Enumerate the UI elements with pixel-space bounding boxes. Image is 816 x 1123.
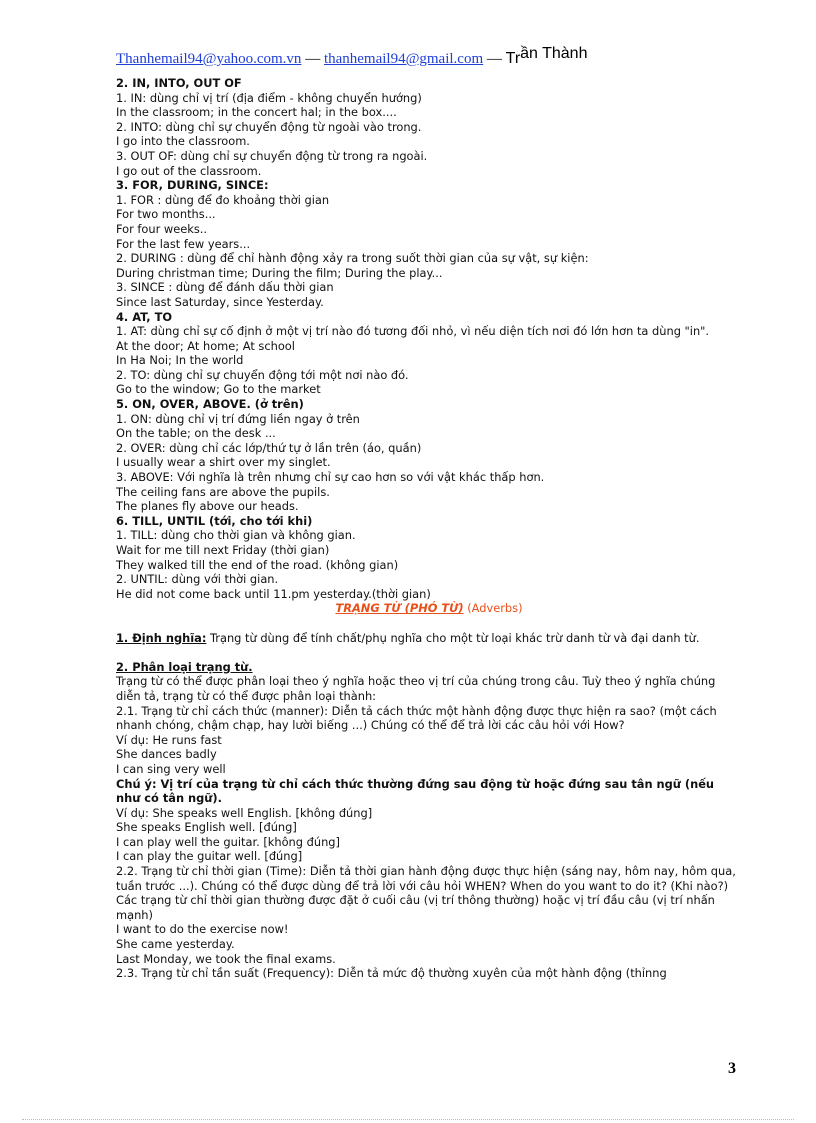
text-line: I usually wear a shirt over my singlet. <box>116 455 331 470</box>
author-name: Trần Thành <box>505 45 588 67</box>
text-line: 3. SINCE : dùng để đánh dấu thời gian <box>116 280 334 295</box>
text-line: She came yesterday. <box>116 937 235 952</box>
text-line: 2. TO: dùng chỉ sự chuyển động tới một nơi nào đó. <box>116 367 409 382</box>
text-line: 1. TILL: dùng cho thời gian và không gian. <box>116 528 356 543</box>
text-line: I can play well the guitar. [không đúng] <box>116 834 340 849</box>
text-line: I can play the guitar well. [đúng] <box>116 849 303 864</box>
text-paragraph: Các trạng từ chỉ thời gian thường được đặt ở cuối câu (vị trí thông thường) hoặc vị trí đầu câu (vị trí nhấn mạnh) <box>116 893 715 922</box>
text-line: 1. FOR : dùng để đo khoảng thời gian <box>116 192 330 207</box>
spacer <box>116 616 742 631</box>
text-line: He did not come back until 11.pm yesterday.(thời gian) <box>116 586 431 601</box>
text-line: 2. UNTIL: dùng với thời gian. <box>116 572 279 587</box>
text-line: 2.3. Trạng từ chỉ tần suất (Frequency): Diễn tả mức độ thường xuyên của một hành động (thỉnng <box>116 966 667 981</box>
text-line: She speaks English well. [đúng] <box>116 820 297 835</box>
text-line: For two months... <box>116 207 216 222</box>
text-paragraph: 2.2. Trạng từ chỉ thời gian (Time): Diễn tả thời gian hành động được thực hiện (sáng nay, hôm nay, hôm qua, tuần trước ...). Chúng có thể được dùng để trả lời với câu hỏi WHEN? When do you want to do it? (Khi nào?) <box>116 864 736 893</box>
text-line: Since last Saturday, since Yesterday. <box>116 294 324 309</box>
text-line: In the classroom; in the concert hal; in the box.... <box>116 105 397 120</box>
page-border-divider <box>22 1119 794 1120</box>
text-line: In Ha Noi; In the world <box>116 353 244 368</box>
text-line: On the table; on the desk ... <box>116 426 276 441</box>
text-line: 1. IN: dùng chỉ vị trí (địa điểm - không chuyển hướng) <box>116 90 422 105</box>
text-line: Last Monday, we took the final exams. <box>116 951 336 966</box>
text-line: Wait for me till next Friday (thời gian) <box>116 543 330 557</box>
section-title: 2. Phân loại trạng từ. <box>116 659 253 674</box>
section-title: 5. ON, OVER, ABOVE. (ở trên) <box>116 397 304 412</box>
text-line: I go out of the classroom. <box>116 163 262 178</box>
text-paragraph: 2.1. Trạng từ chỉ cách thức (manner): Diễn tả cách thức một hành động được thực hiện ra sao? (một cách nhanh chóng, chậm chạp, hay lười biếng ...) Chúng có thể để trả lời các câu hỏi với How? <box>116 703 717 733</box>
header-separator: — <box>301 51 324 67</box>
text-line: I want to do the exercise now! <box>116 922 289 937</box>
text-line: I go into the classroom. <box>116 134 250 149</box>
note-paragraph: Chú ý: Vị trí của trạng từ chỉ cách thức thường đứng sau động từ hoặc đứng sau tân ngữ (nếu như có tân ngữ). <box>116 776 715 806</box>
text-line: For four weeks.. <box>116 221 208 236</box>
text-line: Ví dụ: He runs fast <box>116 732 222 747</box>
text-line: Ví dụ: She speaks well English. [không đúng] <box>116 805 373 820</box>
text-line: Go to the window; Go to the market <box>116 382 321 397</box>
text-line: 2. OVER: dùng chỉ các lớp/thứ tự ở lần trên (áo, quần) <box>116 440 422 455</box>
text-line: 3. ABOVE: Với nghĩa là trên nhưng chỉ sự cao hơn so với vật khác thấp hơn. <box>116 470 545 485</box>
text-line: At the door; At home; At school <box>116 338 295 353</box>
text-line: I can sing very well <box>116 761 226 776</box>
text-line: During christman time; During the film; During the play... <box>116 265 443 280</box>
header-separator: — <box>483 51 506 67</box>
text-line: The planes fly above our heads. <box>116 499 299 514</box>
section-title: 2. IN, INTO, OUT OF <box>116 76 242 90</box>
section-title: 4. AT, TO <box>116 309 173 324</box>
email-link-yahoo[interactable]: Thanhemail94@yahoo.com.vn <box>116 51 302 67</box>
text-line: 1. ON: dùng chỉ vị trí đứng liền ngay ở trên <box>116 411 360 426</box>
text-line: 3. OUT OF: dùng chỉ sự chuyển động từ trong ra ngoài. <box>116 148 428 163</box>
page-header <box>116 45 756 74</box>
text-line: The ceiling fans are above the pupils. <box>116 484 330 499</box>
adverbs-heading: TRẠNG TỪ (PHÓ TỪ) (Adverbs) <box>335 601 523 616</box>
text-paragraph: 1. AT: dùng chỉ sự cố định ở một vị trí nào đó tương đối nhỏ, vì nếu diện tích nơi đó lớn hơn ta dùng "in". <box>116 324 710 339</box>
text-line: 2. DURING : dùng để chỉ hành động xảy ra trong suốt thời gian của sự vật, sự kiện: <box>116 251 589 266</box>
text-line: For the last few years... <box>116 236 251 251</box>
text-line: They walked till the end of the road. (không gian) <box>116 557 399 572</box>
text-line: She dances badly <box>116 747 217 762</box>
section-title: 3. FOR, DURING, SINCE: <box>116 178 269 193</box>
spacer <box>116 645 742 660</box>
definition-paragraph: 1. Định nghĩa: Trạng từ dùng để tính chất/phụ nghĩa cho một từ loại khác trừ danh từ và đại danh từ. <box>116 630 700 645</box>
page-number: 3 <box>728 1060 736 1077</box>
text-line: 2. INTO: dùng chỉ sự chuyển động từ ngoài vào trong. <box>116 119 422 134</box>
section-title: 6. TILL, UNTIL (tới, cho tới khi) <box>116 513 313 528</box>
text-paragraph: Trạng từ có thể được phân loại theo ý nghĩa hoặc theo vị trí của chúng trong câu. Tuỳ theo ý nghĩa chúng diễn tả, trạng từ có thể được phân loại thành: <box>116 674 716 703</box>
email-link-gmail[interactable]: thanhemail94@gmail.com <box>323 51 484 67</box>
document-body <box>116 76 742 981</box>
